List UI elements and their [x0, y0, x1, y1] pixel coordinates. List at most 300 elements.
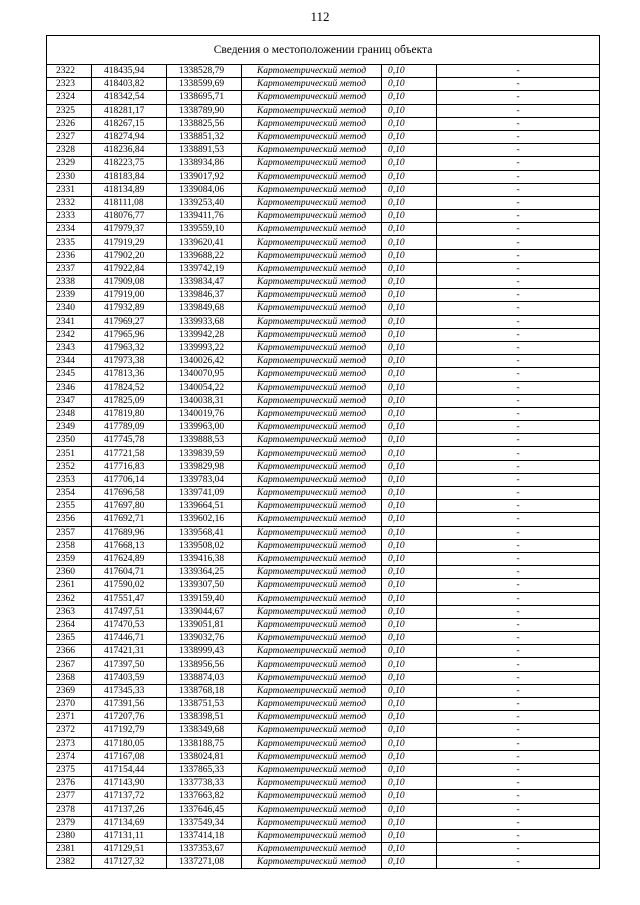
- cell-coord-x: 417604,71: [92, 566, 167, 579]
- cell-method: Картометрический метод: [242, 91, 382, 104]
- table-row: [47, 315, 600, 328]
- table-body: [47, 65, 600, 869]
- cell-method: Картометрический метод: [242, 737, 382, 750]
- cell-coord-x: 417137,72: [92, 790, 167, 803]
- cell-description: -: [437, 487, 600, 500]
- cell-description: -: [437, 381, 600, 394]
- cell-coord-y: 1339084,06: [167, 183, 242, 196]
- cell-method: Картометрический метод: [242, 592, 382, 605]
- cell-accuracy: 0,10: [382, 117, 437, 130]
- cell-description: -: [437, 856, 600, 869]
- cell-description: -: [437, 684, 600, 697]
- cell-point-number: 2346: [47, 381, 92, 394]
- cell-description: -: [437, 421, 600, 434]
- cell-method: Картометрический метод: [242, 394, 382, 407]
- cell-coord-y: 1337271,08: [167, 856, 242, 869]
- cell-accuracy: 0,10: [382, 157, 437, 170]
- table-row: [47, 513, 600, 526]
- cell-point-number: 2323: [47, 78, 92, 91]
- table-row: [47, 605, 600, 618]
- cell-accuracy: 0,10: [382, 592, 437, 605]
- cell-accuracy: 0,10: [382, 658, 437, 671]
- cell-coord-y: 1339416,38: [167, 552, 242, 565]
- cell-accuracy: 0,10: [382, 605, 437, 618]
- table-row: [47, 421, 600, 434]
- cell-coord-y: 1339742,19: [167, 262, 242, 275]
- cell-method: Картометрический метод: [242, 421, 382, 434]
- cell-point-number: 2336: [47, 249, 92, 262]
- cell-coord-y: 1337663,82: [167, 790, 242, 803]
- cell-method: Картометрический метод: [242, 130, 382, 143]
- cell-description: -: [437, 592, 600, 605]
- cell-method: Картометрический метод: [242, 407, 382, 420]
- cell-coord-x: 418076,77: [92, 210, 167, 223]
- cell-coord-x: 417721,58: [92, 447, 167, 460]
- cell-coord-x: 418281,17: [92, 104, 167, 117]
- cell-point-number: 2373: [47, 737, 92, 750]
- cell-point-number: 2356: [47, 513, 92, 526]
- cell-accuracy: 0,10: [382, 539, 437, 552]
- cell-coord-x: 417965,96: [92, 328, 167, 341]
- cell-method: Картометрический метод: [242, 170, 382, 183]
- cell-point-number: 2349: [47, 421, 92, 434]
- cell-coord-y: 1339568,41: [167, 526, 242, 539]
- table-row: [47, 750, 600, 763]
- cell-accuracy: 0,10: [382, 183, 437, 196]
- cell-coord-y: 1339044,67: [167, 605, 242, 618]
- table-row: [47, 829, 600, 842]
- cell-method: Картометрический метод: [242, 65, 382, 78]
- cell-accuracy: 0,10: [382, 856, 437, 869]
- cell-method: Картометрический метод: [242, 645, 382, 658]
- cell-point-number: 2377: [47, 790, 92, 803]
- cell-method: Картометрический метод: [242, 144, 382, 157]
- table-row: [47, 460, 600, 473]
- cell-method: Картометрический метод: [242, 210, 382, 223]
- cell-description: -: [437, 513, 600, 526]
- cell-coord-x: 417919,00: [92, 289, 167, 302]
- cell-coord-y: 1337414,18: [167, 829, 242, 842]
- cell-point-number: 2344: [47, 355, 92, 368]
- cell-accuracy: 0,10: [382, 737, 437, 750]
- cell-coord-y: 1339834,47: [167, 276, 242, 289]
- table-row: [47, 65, 600, 78]
- cell-method: Картометрический метод: [242, 513, 382, 526]
- cell-description: -: [437, 579, 600, 592]
- cell-description: -: [437, 724, 600, 737]
- cell-point-number: 2326: [47, 117, 92, 130]
- cell-point-number: 2368: [47, 671, 92, 684]
- cell-description: -: [437, 355, 600, 368]
- cell-coord-y: 1339993,22: [167, 341, 242, 354]
- table-row: [47, 500, 600, 513]
- cell-accuracy: 0,10: [382, 684, 437, 697]
- cell-description: -: [437, 130, 600, 143]
- cell-method: Картометрический метод: [242, 315, 382, 328]
- cell-coord-y: 1338188,75: [167, 737, 242, 750]
- table-header-row: [47, 36, 600, 65]
- cell-coord-x: 418274,94: [92, 130, 167, 143]
- table-row: [47, 130, 600, 143]
- cell-coord-y: 1338768,18: [167, 684, 242, 697]
- cell-coord-y: 1339888,53: [167, 434, 242, 447]
- cell-coord-y: 1338398,51: [167, 711, 242, 724]
- cell-accuracy: 0,10: [382, 513, 437, 526]
- cell-point-number: 2332: [47, 196, 92, 209]
- cell-coord-y: 1339364,25: [167, 566, 242, 579]
- cell-method: Картометрический метод: [242, 355, 382, 368]
- table-row: [47, 381, 600, 394]
- cell-description: -: [437, 777, 600, 790]
- cell-coord-y: 1338851,32: [167, 130, 242, 143]
- cell-description: -: [437, 460, 600, 473]
- cell-method: Картометрический метод: [242, 816, 382, 829]
- cell-coord-y: 1340070,95: [167, 368, 242, 381]
- cell-accuracy: 0,10: [382, 394, 437, 407]
- cell-method: Картометрический метод: [242, 289, 382, 302]
- cell-method: Картометрический метод: [242, 790, 382, 803]
- cell-coord-y: 1339508,02: [167, 539, 242, 552]
- cell-coord-y: 1338599,69: [167, 78, 242, 91]
- cell-method: Картометрический метод: [242, 460, 382, 473]
- cell-method: Картометрический метод: [242, 196, 382, 209]
- cell-coord-x: 418267,15: [92, 117, 167, 130]
- cell-point-number: 2358: [47, 539, 92, 552]
- cell-method: Картометрический метод: [242, 829, 382, 842]
- table-row: [47, 632, 600, 645]
- table-row: [47, 196, 600, 209]
- cell-coord-y: 1339829,98: [167, 460, 242, 473]
- cell-coord-y: 1339741,09: [167, 487, 242, 500]
- cell-accuracy: 0,10: [382, 381, 437, 394]
- cell-description: -: [437, 65, 600, 78]
- cell-method: Картометрический метод: [242, 539, 382, 552]
- cell-accuracy: 0,10: [382, 526, 437, 539]
- table-row: [47, 302, 600, 315]
- cell-method: Картометрический метод: [242, 618, 382, 631]
- cell-coord-y: 1338934,86: [167, 157, 242, 170]
- cell-point-number: 2353: [47, 473, 92, 486]
- table-row: [47, 117, 600, 130]
- cell-description: -: [437, 658, 600, 671]
- cell-coord-x: 417131,11: [92, 829, 167, 842]
- cell-coord-y: 1339032,76: [167, 632, 242, 645]
- cell-coord-x: 418403,82: [92, 78, 167, 91]
- table-row: [47, 684, 600, 697]
- cell-accuracy: 0,10: [382, 130, 437, 143]
- cell-description: -: [437, 500, 600, 513]
- cell-coord-x: 417706,14: [92, 473, 167, 486]
- cell-method: Картометрический метод: [242, 856, 382, 869]
- cell-coord-y: 1339839,59: [167, 447, 242, 460]
- cell-point-number: 2380: [47, 829, 92, 842]
- cell-method: Картометрический метод: [242, 78, 382, 91]
- cell-description: -: [437, 341, 600, 354]
- cell-coord-y: 1338349,68: [167, 724, 242, 737]
- cell-coord-y: 1338695,71: [167, 91, 242, 104]
- cell-description: -: [437, 407, 600, 420]
- cell-coord-x: 417789,09: [92, 421, 167, 434]
- cell-coord-x: 417391,56: [92, 698, 167, 711]
- cell-description: -: [437, 223, 600, 236]
- cell-description: -: [437, 843, 600, 856]
- cell-method: Картометрический метод: [242, 724, 382, 737]
- cell-description: -: [437, 698, 600, 711]
- table-row: [47, 144, 600, 157]
- table-row: [47, 592, 600, 605]
- table-row: [47, 856, 600, 869]
- cell-point-number: 2331: [47, 183, 92, 196]
- cell-method: Картометрический метод: [242, 157, 382, 170]
- cell-coord-x: 417825,09: [92, 394, 167, 407]
- cell-coord-x: 417969,27: [92, 315, 167, 328]
- page-number: 112: [310, 9, 330, 24]
- cell-coord-x: 417922,84: [92, 262, 167, 275]
- cell-method: Картометрический метод: [242, 803, 382, 816]
- cell-point-number: 2366: [47, 645, 92, 658]
- cell-description: -: [437, 605, 600, 618]
- cell-coord-y: 1339783,04: [167, 473, 242, 486]
- cell-coord-x: 418223,75: [92, 157, 167, 170]
- table-row: [47, 223, 600, 236]
- cell-coord-x: 417167,08: [92, 750, 167, 763]
- cell-method: Картометрический метод: [242, 276, 382, 289]
- cell-description: -: [437, 447, 600, 460]
- cell-description: -: [437, 394, 600, 407]
- cell-coord-y: 1339559,10: [167, 223, 242, 236]
- cell-point-number: 2352: [47, 460, 92, 473]
- cell-coord-x: 417207,76: [92, 711, 167, 724]
- cell-coord-x: 418236,84: [92, 144, 167, 157]
- cell-coord-x: 417973,38: [92, 355, 167, 368]
- cell-accuracy: 0,10: [382, 763, 437, 776]
- cell-method: Картометрический метод: [242, 183, 382, 196]
- cell-description: -: [437, 78, 600, 91]
- cell-method: Картометрический метод: [242, 368, 382, 381]
- cell-accuracy: 0,10: [382, 236, 437, 249]
- cell-coord-y: 1338751,53: [167, 698, 242, 711]
- cell-coord-x: 417668,13: [92, 539, 167, 552]
- cell-method: Картометрический метод: [242, 223, 382, 236]
- cell-point-number: 2371: [47, 711, 92, 724]
- table-row: [47, 487, 600, 500]
- cell-description: -: [437, 618, 600, 631]
- cell-point-number: 2328: [47, 144, 92, 157]
- table-row: [47, 78, 600, 91]
- table-row: [47, 368, 600, 381]
- cell-accuracy: 0,10: [382, 302, 437, 315]
- cell-point-number: 2370: [47, 698, 92, 711]
- table-row: [47, 289, 600, 302]
- cell-coord-y: 1340019,76: [167, 407, 242, 420]
- cell-coord-x: 417819,80: [92, 407, 167, 420]
- table-row: [47, 816, 600, 829]
- cell-description: -: [437, 117, 600, 130]
- cell-coord-y: 1339942,28: [167, 328, 242, 341]
- cell-coord-x: 417154,44: [92, 763, 167, 776]
- cell-coord-y: 1337646,45: [167, 803, 242, 816]
- cell-description: -: [437, 210, 600, 223]
- cell-accuracy: 0,10: [382, 421, 437, 434]
- cell-description: -: [437, 526, 600, 539]
- table-row: [47, 407, 600, 420]
- cell-accuracy: 0,10: [382, 434, 437, 447]
- cell-accuracy: 0,10: [382, 632, 437, 645]
- cell-coord-x: 417979,37: [92, 223, 167, 236]
- cell-accuracy: 0,10: [382, 276, 437, 289]
- cell-coord-x: 417551,47: [92, 592, 167, 605]
- cell-coord-x: 417403,59: [92, 671, 167, 684]
- cell-accuracy: 0,10: [382, 645, 437, 658]
- cell-point-number: 2347: [47, 394, 92, 407]
- cell-point-number: 2340: [47, 302, 92, 315]
- cell-coord-y: 1339963,00: [167, 421, 242, 434]
- table-row: [47, 803, 600, 816]
- cell-point-number: 2357: [47, 526, 92, 539]
- cell-coord-y: 1339307,50: [167, 579, 242, 592]
- cell-point-number: 2361: [47, 579, 92, 592]
- cell-point-number: 2325: [47, 104, 92, 117]
- cell-accuracy: 0,10: [382, 447, 437, 460]
- cell-coord-y: 1339017,92: [167, 170, 242, 183]
- table-row: [47, 737, 600, 750]
- cell-method: Картометрический метод: [242, 236, 382, 249]
- cell-description: -: [437, 566, 600, 579]
- cell-accuracy: 0,10: [382, 460, 437, 473]
- cell-point-number: 2362: [47, 592, 92, 605]
- cell-coord-x: 417470,53: [92, 618, 167, 631]
- cell-point-number: 2378: [47, 803, 92, 816]
- cell-coord-y: 1339846,37: [167, 289, 242, 302]
- cell-accuracy: 0,10: [382, 355, 437, 368]
- cell-point-number: 2330: [47, 170, 92, 183]
- boundary-coordinates-table: [46, 35, 600, 869]
- table-row: [47, 249, 600, 262]
- cell-description: -: [437, 276, 600, 289]
- cell-coord-y: 1339688,22: [167, 249, 242, 262]
- cell-coord-x: 417180,05: [92, 737, 167, 750]
- cell-method: Картометрический метод: [242, 447, 382, 460]
- cell-coord-x: 417824,52: [92, 381, 167, 394]
- cell-coord-y: 1339411,76: [167, 210, 242, 223]
- table-row: [47, 341, 600, 354]
- table-row: [47, 210, 600, 223]
- cell-point-number: 2355: [47, 500, 92, 513]
- cell-method: Картометрический метод: [242, 104, 382, 117]
- cell-point-number: 2337: [47, 262, 92, 275]
- cell-method: Картометрический метод: [242, 671, 382, 684]
- cell-accuracy: 0,10: [382, 711, 437, 724]
- cell-coord-y: 1338999,43: [167, 645, 242, 658]
- cell-description: -: [437, 829, 600, 842]
- table-row: [47, 355, 600, 368]
- cell-accuracy: 0,10: [382, 144, 437, 157]
- cell-coord-y: 1337738,33: [167, 777, 242, 790]
- cell-coord-y: 1338024,81: [167, 750, 242, 763]
- cell-point-number: 2365: [47, 632, 92, 645]
- table-row: [47, 236, 600, 249]
- cell-method: Картометрический метод: [242, 566, 382, 579]
- cell-coord-y: 1339664,51: [167, 500, 242, 513]
- cell-accuracy: 0,10: [382, 368, 437, 381]
- cell-description: -: [437, 302, 600, 315]
- cell-description: -: [437, 645, 600, 658]
- cell-coord-x: 418111,08: [92, 196, 167, 209]
- cell-accuracy: 0,10: [382, 315, 437, 328]
- cell-accuracy: 0,10: [382, 262, 437, 275]
- cell-coord-y: 1338956,56: [167, 658, 242, 671]
- cell-point-number: 2350: [47, 434, 92, 447]
- cell-point-number: 2359: [47, 552, 92, 565]
- table-row: [47, 526, 600, 539]
- cell-coord-y: 1340026,42: [167, 355, 242, 368]
- cell-point-number: 2351: [47, 447, 92, 460]
- table-title: Сведения о местоположении границ объекта: [47, 36, 600, 65]
- cell-coord-x: 417902,20: [92, 249, 167, 262]
- cell-method: Картометрический метод: [242, 684, 382, 697]
- cell-accuracy: 0,10: [382, 223, 437, 236]
- cell-accuracy: 0,10: [382, 790, 437, 803]
- cell-method: Картометрический метод: [242, 579, 382, 592]
- table-row: [47, 434, 600, 447]
- cell-point-number: 2369: [47, 684, 92, 697]
- cell-coord-y: 1339620,41: [167, 236, 242, 249]
- cell-accuracy: 0,10: [382, 487, 437, 500]
- cell-description: -: [437, 763, 600, 776]
- cell-coord-x: 417345,33: [92, 684, 167, 697]
- cell-description: -: [437, 315, 600, 328]
- cell-method: Картометрический метод: [242, 341, 382, 354]
- cell-point-number: 2372: [47, 724, 92, 737]
- cell-description: -: [437, 328, 600, 341]
- cell-accuracy: 0,10: [382, 196, 437, 209]
- cell-description: -: [437, 434, 600, 447]
- cell-coord-x: 417624,89: [92, 552, 167, 565]
- table-row: [47, 777, 600, 790]
- cell-point-number: 2338: [47, 276, 92, 289]
- cell-coord-x: 417497,51: [92, 605, 167, 618]
- cell-point-number: 2367: [47, 658, 92, 671]
- cell-point-number: 2354: [47, 487, 92, 500]
- cell-accuracy: 0,10: [382, 750, 437, 763]
- table-row: [47, 618, 600, 631]
- cell-coord-x: 417932,89: [92, 302, 167, 315]
- cell-coord-x: 417134,69: [92, 816, 167, 829]
- cell-method: Картометрический метод: [242, 552, 382, 565]
- cell-coord-x: 417909,08: [92, 276, 167, 289]
- cell-description: -: [437, 262, 600, 275]
- cell-description: -: [437, 671, 600, 684]
- cell-point-number: 2334: [47, 223, 92, 236]
- cell-point-number: 2327: [47, 130, 92, 143]
- cell-description: -: [437, 236, 600, 249]
- cell-description: -: [437, 552, 600, 565]
- cell-method: Картометрический метод: [242, 117, 382, 130]
- cell-description: -: [437, 104, 600, 117]
- cell-point-number: 2343: [47, 341, 92, 354]
- cell-coord-y: 1339159,40: [167, 592, 242, 605]
- cell-coord-x: 417192,79: [92, 724, 167, 737]
- cell-accuracy: 0,10: [382, 816, 437, 829]
- cell-coord-x: 417129,51: [92, 843, 167, 856]
- cell-method: Картометрический метод: [242, 698, 382, 711]
- cell-method: Картометрический метод: [242, 750, 382, 763]
- cell-accuracy: 0,10: [382, 210, 437, 223]
- cell-method: Картометрический метод: [242, 843, 382, 856]
- cell-description: -: [437, 750, 600, 763]
- cell-description: -: [437, 816, 600, 829]
- cell-accuracy: 0,10: [382, 328, 437, 341]
